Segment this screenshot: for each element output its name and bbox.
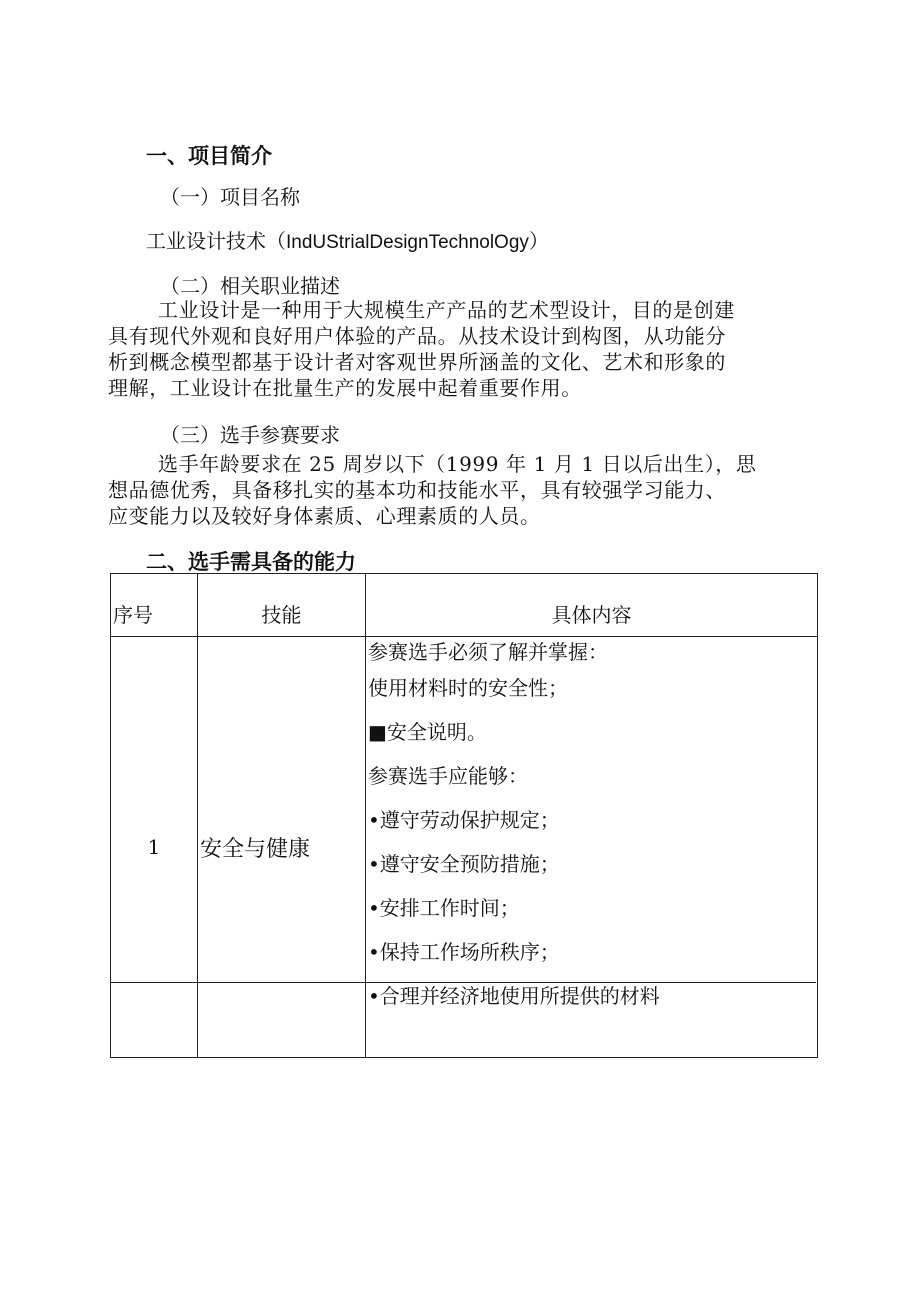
content-line: •遵守劳动保护规定； [368,808,560,832]
section-1-title: 一、项目简介 [146,144,272,168]
skills-table [110,573,818,1058]
subsection-project-name-title: （一）项目名称 [160,185,300,209]
section-2-title: 二、选手需具备的能力 [146,550,356,574]
table-row [111,637,818,1058]
table-header-row [111,574,818,637]
description-line: 工业设计是一种用于大规模生产产品的艺术型设计，目的是创建 [158,298,735,322]
content-line: •安排工作时间； [368,896,520,920]
project-name-en: IndUStrialDesignTechnolOgy [286,232,529,253]
project-name-cn: 工业设计技术（ [146,229,286,253]
project-name-close: ） [528,229,549,253]
requirement-line: 应变能力以及较好身体素质、心理素质的人员。 [108,504,541,528]
header-skill: 技能 [198,574,366,637]
subsection-occupation-title: （二）相关职业描述 [160,274,340,298]
description-line: 具有现代外观和良好用户体验的产品。从技术设计到构图，从功能分 [108,324,726,348]
content-line: 参赛选手应能够： [368,764,528,788]
description-line: 理解，工业设计在批量生产的发展中起着重要作用。 [108,376,582,400]
content-line: ■安全说明。 [368,720,487,744]
content-line: 使用材料时的安全性； [368,676,568,700]
row-index: 1 [111,637,198,1058]
project-name [146,225,549,254]
content-line: •保持工作场所秩序； [368,940,560,964]
subsection-requirements-title: （三）选手参赛要求 [160,423,340,447]
occupation-description [108,297,812,401]
contestant-requirements [108,451,812,529]
row-skill: 安全与健康 [198,637,366,1058]
header-index: 序号 [111,574,198,637]
skills-table-container [110,573,818,1008]
row-content [366,637,818,1058]
header-content: 具体内容 [366,574,818,637]
content-line: •合理并经济地使用所提供的材料 [368,984,660,1008]
description-line: 析到概念模型都基于设计者对客观世界所涵盖的文化、艺术和形象的 [108,350,726,374]
requirement-line: 选手年龄要求在 25 周岁以下（1999 年 1 月 1 日以后出生），思 [158,452,757,476]
table-cut-edge [110,982,816,983]
content-line: •遵守安全预防措施； [368,852,560,876]
content-line: 参赛选手必须了解并掌握： [368,640,608,664]
requirement-line: 想品德优秀，具备移扎实的基本功和技能水平，具有较强学习能力、 [108,478,726,502]
